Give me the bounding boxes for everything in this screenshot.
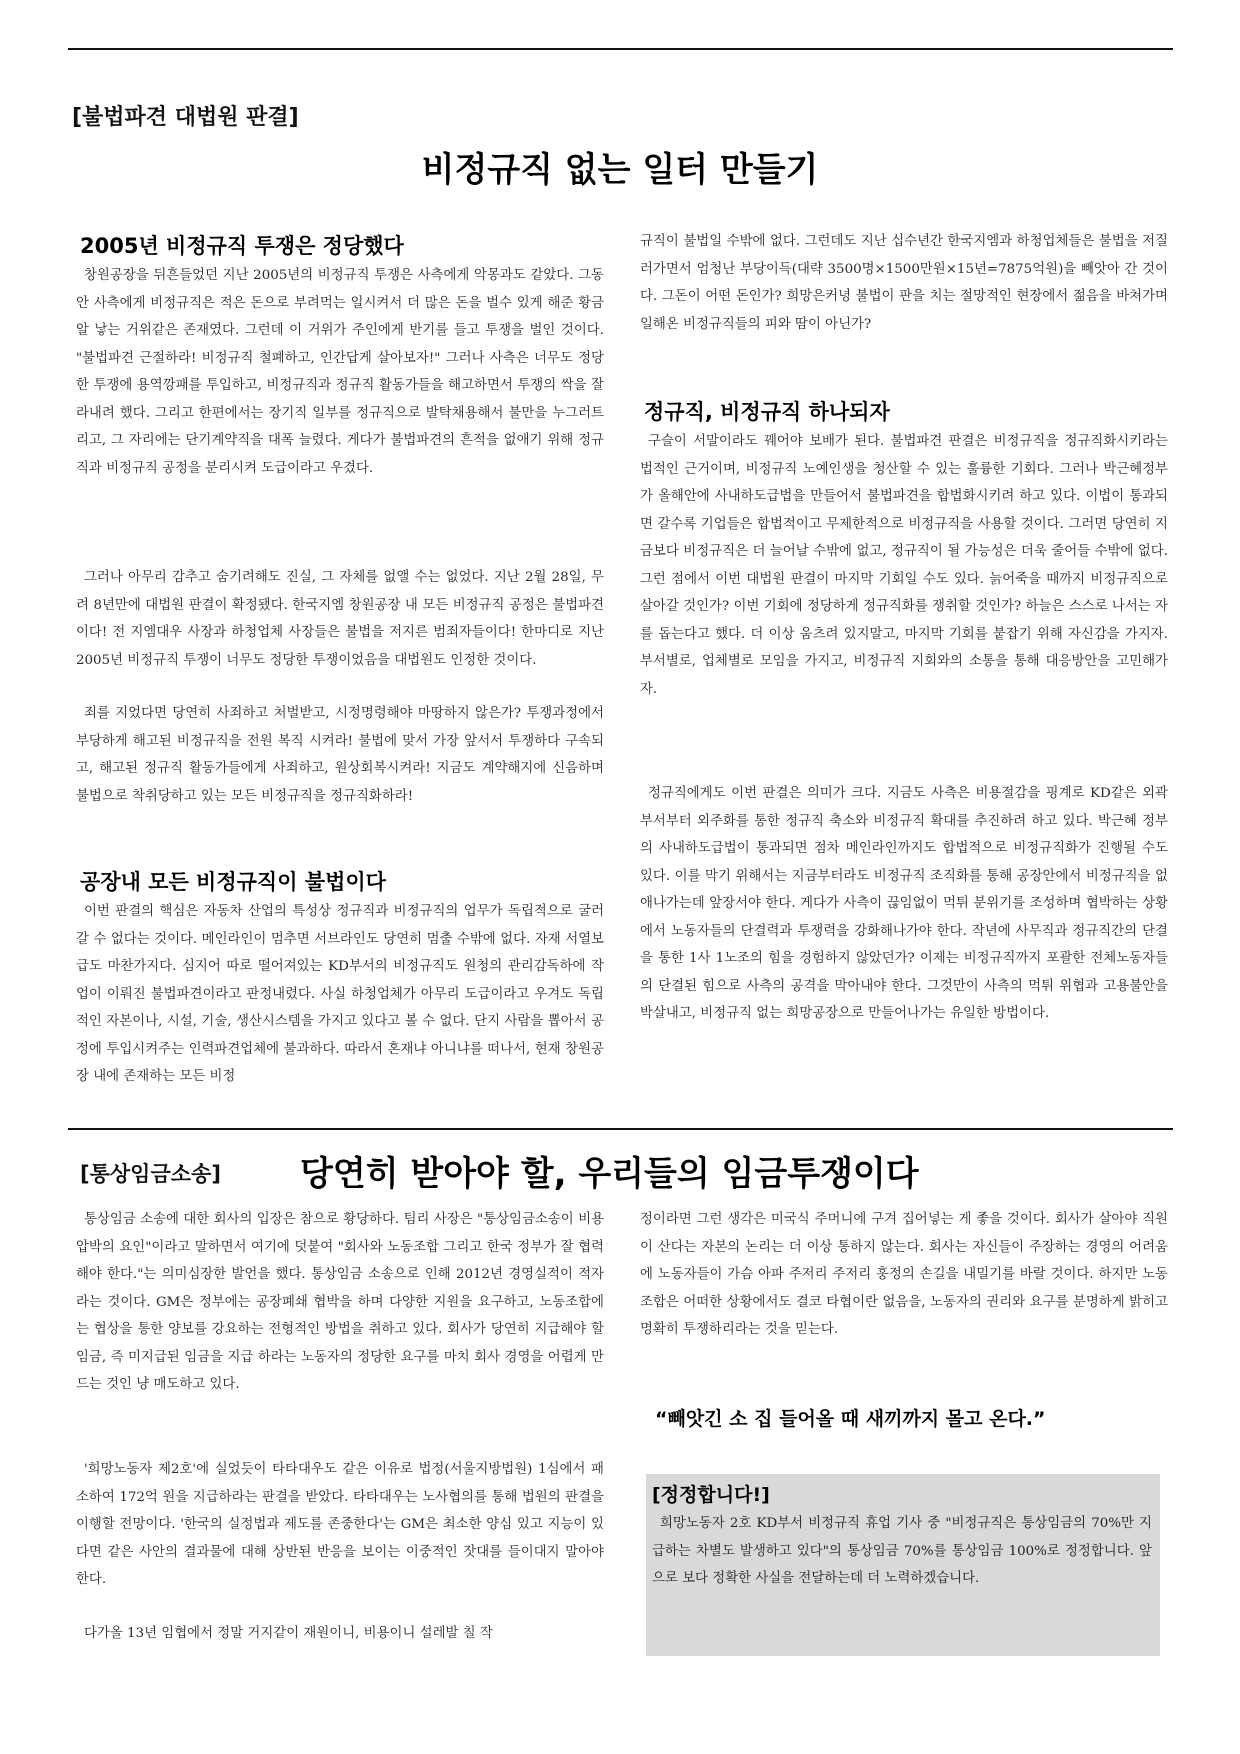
section2-title: 공장내 모든 비정규직이 불법이다 <box>80 870 386 894</box>
article2-paragraph-1: 통상임금 소송에 대한 회사의 입장은 참으로 황당하다. 팀리 사장은 "통상임금소송이 비용 압박의 요인"이라고 말하면서 여기에 덧붙여 "회사와 노동조합 그리고 한국 정부가 잘 협력해야 한다."는 의미심장한 발언을 했다. 통상임금 소송으로 인해 2012년 경영실적이 적자라는 것이다. GM은 정부에는 공장폐쇄 협박을 하며 다양한 지원을 요구하고, 노동조합에는 협상을 통한 양보를 강요하는 전형적인 방법을 취하고 있다. 회사가 당연히 지급해야 할 임금, 즉 미지급된 임금을 지급 하라는 노동자의 정당한 요구를 마치 회사 경영을 어렵게 만드는 것인 냥 매도하고 있다. <box>76 1212 604 1392</box>
article1-headline: 비정규직 없는 일터 만들기 <box>421 150 819 190</box>
article1-paragraph-6: 구슬이 서말이라도 꿰어야 보배가 된다. 불법파견 판결은 비정규직을 정규직화시키라는 법적인 근거이며, 비정규직 노예인생을 청산할 수 있는 훌륭한 기회다. 그러나 박근혜정부가 올해안에 사내하도급법을 만들어서 불법파견을 합법화시키려 하고 있다. 이법이 통과되면 갈수록 기업들은 합법적이고 무제한적으로 비정규직을 사용할 것이다. 그러면 당연히 지금보다 비정규직은 더 늘어날 수밖에 없고, 정규직이 될 가능성은 더욱 줄어들 수밖에 없다. 그런 점에서 이번 대법원 판결이 마지막 기회일 수도 있다. 늙어죽을 때까지 비정규직으로 살아갈 것인가? 이번 기회에 정당하게 정규직화를 쟁취할 것인가? 하늘은 스스로 나서는 자를 돕는다고 했다. 더 이상 움츠려 있지말고, 마지막 기회를 붙잡기 위해 자신감을 가지자. 부서별로, 업체별로 모임을 가지고, 비정규직 지회와의 소통을 통해 대응방안을 고민해가자. <box>640 434 1168 697</box>
section3-title: 정규직, 비정규직 하나되자 <box>644 400 890 424</box>
correction-text: 희망노동자 2호 KD부서 비정규직 휴업 기사 중 "비정규직은 통상임금의 70%만 지급하는 차별도 발생하고 있다"의 통상임금 70%를 통상임금 100%로 정정합니다. 앞으로 보다 정확한 사실을 전달하는데 더 노력하겠습니다. <box>652 1516 1152 1586</box>
article1-paragraph-2: 그러나 아무리 감추고 숨기려해도 진실, 그 자체를 없앨 수는 없었다. 지난 2월 28일, 무려 8년만에 대법원 판결이 확정됐다. 한국지엠 창원공장 내 모든 비정규직 공정은 불법파견이다! 전 지엠대우 사장과 하청업체 사장들은 불법을 저지른 범죄자들이다! 한마디로 지난 2005년 비정규직 투쟁이 너무도 정당한 투쟁이었음을 대법원도 인정한 것이다. <box>76 570 604 668</box>
article1-kicker: [불법파견 대법원 판결] <box>72 105 299 130</box>
article1-paragraph-5: 규직이 불법일 수밖에 없다. 그런데도 지난 십수년간 한국지엠과 하청업체들은 불법을 저질러가면서 엄청난 부당이득(대략 3500명×1500만원×15년=7875억원)을 빼앗아 간 것이다. 그돈이 어떤 돈인가? 희망은커녕 불법이 판을 치는 절망적인 현장에서 젊음을 바쳐가며 일해온 비정규직들의 피와 땀이 아닌가? <box>640 234 1168 332</box>
correction-title: [정정합니다!] <box>652 1484 770 1506</box>
article2-headline: 당연히 받아야 할, 우리들의 임금투쟁이다 <box>300 1154 919 1194</box>
article2-paragraph-3: 다가올 13년 임협에서 정말 거지같이 재원이니, 비용이니 설레발 칠 작 <box>84 1626 493 1641</box>
top-rule <box>68 48 1173 50</box>
article2-paragraph-4: 정이라면 그런 생각은 미국식 주머니에 구겨 집어넣는 게 좋을 것이다. 회사가 살아야 직원이 산다는 자본의 논리는 더 이상 통하지 않는다. 회사는 자신들이 주장하는 경영의 어려움에 노동자들이 가슴 아파 주저리 주저리 훙정의 손길을 내밀기를 바랄 것이다. 하지만 노동조합은 어떠한 상황에서도 결코 타협이란 없음을, 노동자의 권리와 요구를 분명하게 밝히고 명확히 투쟁하리라는 것을 믿는다. <box>640 1212 1168 1337</box>
pull-quote: “빼앗긴 소 집 들어올 때 새끼까지 몰고 온다.” <box>655 1408 1046 1430</box>
article2-paragraph-2: '희망노동자 제2호'에 실었듯이 타타대우도 같은 이유로 법정(서울지방법원) 1심에서 패소하여 172억 원을 지급하라는 판결을 받았다. 타타대우는 노사협의를 통해 법원의 판결을 이행할 전망이다. '한국의 실정법과 제도를 존중한다'는 GM은 최소한 양심 있고 지능이 있다면 같은 사안의 결과물에 대해 상반된 반응을 보이는 이중적인 잣대를 들이대지 말아야 한다. <box>76 1462 604 1587</box>
article1-paragraph-1: 창원공장을 뒤흔들었던 지난 2005년의 비정규직 투쟁은 사측에게 악몽과도 같았다. 그동안 사측에게 비정규직은 적은 돈으로 부려먹는 일시켜서 더 많은 돈을 벌수 있게 해준 황금알 낳는 거위같은 존재였다. 그런데 이 거위가 주인에게 반기를 들고 투쟁을 벌인 것이다. "불법파견 근절하라! 비정규직 철폐하고, 인간답게 살아보자!" 그러나 사측은 너무도 정당한 투쟁에 용역깡패를 투입하고, 비정규직과 정규직 활동가들을 해고하면서 투쟁의 싹을 잘라내려 했다. 그리고 한편에서는 장기직 일부를 정규직으로 발탁채용해서 불만을 누그러트리고, 그 자리에는 단기계약직을 대폭 늘렸다. 게다가 불법파견의 흔적을 없애기 위해 정규직과 비정규직 공정을 분리시켜 도급이라고 우겼다. <box>76 268 604 476</box>
article1-paragraph-4: 이번 판결의 핵심은 자동차 산업의 특성상 정규직과 비정규직의 업무가 독립적으로 굴러갈 수 없다는 것이다. 메인라인이 멈추면 서브라인도 당연히 멈출 수밖에 없다. 자재 서열보급도 마찬가지다. 심지어 따로 떨어져있는 KD부서의 비정규직도 원청의 관리감독하에 작업이 이뤄진 불법파견이라고 판정내렸다. 사실 하청업체가 아무리 도급이라고 우겨도 독립적인 자본이나, 시설, 기술, 생산시스템을 가지고 있다고 볼 수 없다. 단지 사람을 뽑아서 공정에 투입시켜주는 인력파견업체에 불과하다. 따라서 혼재냐 아니냐를 떠나서, 현재 창원공장 내에 존재하는 모든 비정 <box>76 904 604 1084</box>
article1-paragraph-7: 정규직에게도 이번 판결은 의미가 크다. 지금도 사측은 비용절감을 핑계로 KD같은 외곽부서부터 외주화를 통한 정규직 축소와 비정규직 확대를 추진하려 하고 있다. 박근혜 정부의 사내하도급법이 통과되면 점차 메인라인까지도 합법적으로 비정규직화가 진행될 수도 있다. 이를 막기 위해서는 지금부터라도 비정규직 조직화를 통해 공장안에서 비정규직을 없애나가는데 앞장서야 한다. 게다가 사측이 끊임없이 먹튀 분위기를 조성하며 협박하는 상황에서 노동자들의 단결력과 투쟁력을 강화해나가야 한다. 작년에 사무직과 정규직간의 단결을 통한 1사 1노조의 힘을 경험하지 않았던가? 이제는 비정규직까지 포괄한 전체노동자들의 단결된 힘으로 사측의 공격을 막아내야 한다. 그것만이 사측의 먹튀 위협과 고용불안을 박살내고, 비정규직 없는 희망공장으로 만들어나가는 유일한 방법이다. <box>640 786 1168 1021</box>
section1-title: 2005년 비정규직 투쟁은 정당했다 <box>80 234 404 258</box>
section-divider-rule <box>68 1128 1173 1130</box>
article2-kicker: [통상임금소송] <box>80 1162 221 1186</box>
article1-paragraph-3: 죄를 지었다면 당연히 사죄하고 처벌받고, 시정명령해야 마땅하지 않은가? 투쟁과정에서 부당하게 해고된 비정규직을 전원 복직 시켜라! 불법에 맞서 가장 앞서서 투쟁하다 구속되고, 해고된 정규직 활동가들에게 사죄하고, 원상회복시켜라! 지금도 계약해지에 신음하며 불법으로 착취당하고 있는 모든 비정규직을 정규직화하라! <box>76 706 604 804</box>
